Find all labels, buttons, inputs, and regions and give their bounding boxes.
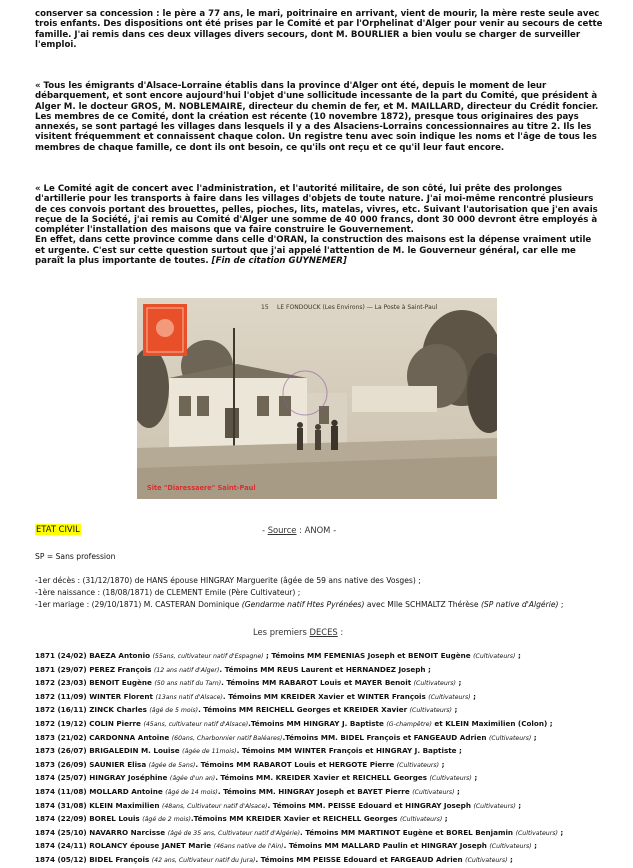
deces-14-a: 1874 (24/11) ROLANCY épouse JANET Marie: [35, 841, 214, 851]
deces-12-b: .Témoins MM KREIDER Xavier et REICHELL Georges: [190, 814, 400, 824]
deces-10-j: (Cultivateurs): [412, 788, 455, 796]
deces-15-a: 1874 (05/12) BIDEL François: [35, 854, 152, 864]
deces-4-i: (âgé de 5 mois): [149, 707, 199, 715]
deces-11-j: (Cultivateurs): [473, 802, 516, 810]
deces-13-a: 1874 (25/10) NAVARRO Narcisse: [35, 827, 168, 837]
list-item: [35, 664, 625, 678]
deces-4-a: 1872 (16/11) ZINCK Charles: [35, 705, 150, 715]
deces-13-j: (Cultivateurs): [515, 829, 558, 837]
deces-3-j: (Cultivateurs): [428, 693, 471, 701]
deces-1-b: . Témoins MM REUS Laurent et HERNANDEZ Joseph ;: [219, 664, 431, 674]
list-item: [35, 786, 625, 800]
list-item: [35, 704, 625, 718]
list-item: [35, 827, 625, 841]
deces-2-b: . Témoins MM RABAROT Louis et MAYER Benoit: [221, 678, 414, 688]
deces-13-c: ;: [557, 827, 564, 837]
deces-15-c: ;: [507, 854, 513, 864]
postcard-credit: Site "Diaressaere" Saint-Paul: [147, 484, 256, 492]
list-item: [35, 813, 625, 827]
premiers-prefix: Les premiers: [253, 627, 310, 637]
deces-8-c: ;: [439, 759, 445, 769]
first-mariage-part-d: (SP native d'Algérie): [480, 600, 559, 609]
postcard-caption: LE FONDOUCK (Les Environs) — La Poste à Saint-Paul: [277, 304, 438, 311]
deces-10-c: ;: [454, 786, 460, 796]
etat-civil-heading: ETAT CIVIL: [36, 524, 80, 534]
deces-3-i: (13ans natif d'Alsace): [155, 693, 223, 701]
deces-9-b: . Témoins MM. KREIDER Xavier et REICHELL Georges: [215, 773, 430, 783]
deces-2-a: 1872 (23/03) BENOIT Eugène: [35, 678, 155, 688]
deces-2-c: ;: [455, 678, 462, 688]
deces-4-j: (Cultivateurs): [409, 707, 452, 715]
deces-10-a: 1874 (11/08) MOLLARD Antoine: [35, 786, 166, 796]
paragraph-emigrants: « Tous les émigrants d'Alsace-Lorraine établis dans la province d'Alger ont été, depuis le moment de leur débarquement, et sont encore aujourd'hui l'objet d'une sollicitude incessante de la part du Comité, que président à Alger M. le docteur GROS, M. NOBLEMAIRE, directeur du chemin de fer, et M. MAILLARD, directeur du Crédit foncier. Les membres de ce Comité, dont la création est récente (10 novembre 1872), presque tous originaires des pays annexés, se sont partagé les villages dans lesquels il y a des Alsaciens-Lorrains concessionnaires au titre 2. Ils les visitent fréquemment et connaissent chaque colon. Un registre tenu avec soin indique les noms et l'âge de tous les membres de chaque famille, ce dont ils ont besoin, ce qu'ils ont reçu et ce qu'il leur faut encore.: [35, 81, 599, 153]
first-mariage-part-a: -1er mariage : (29/10/1871) M. CASTERAN Dominique: [35, 600, 242, 609]
deces-5-c: et KLEIN Maximilien (Colon) ;: [431, 718, 553, 728]
list-item: [35, 691, 625, 705]
deces-3-c: ;: [470, 691, 476, 701]
deces-12-c: ;: [442, 814, 448, 824]
deces-4-c: ;: [451, 705, 458, 715]
first-mariage-part-c: avec Mlle SCHMALTZ Thérèse: [364, 600, 481, 609]
deces-7-i: (âgée de 11mois): [182, 748, 237, 756]
first-deces: -1er décès : (31/12/1870) de HANS épouse HINGRAY Marguerite (âgée de 59 ans native des Vosges) ;: [35, 576, 421, 585]
deces-1-a: 1871 (29/07) PEREZ François: [35, 664, 154, 674]
deces-12-i: (âgé de 2 mois): [142, 816, 191, 824]
deces-7-b: . Témoins MM WINTER François et HINGRAY J. Baptiste ;: [236, 746, 462, 756]
deces-10-b: . Témoins MM. HINGRAY Joseph et BAYET Pierre: [217, 786, 413, 796]
list-item: [35, 650, 625, 664]
deces-8-i: (âgée de 5ans): [148, 761, 196, 769]
deces-list: [35, 650, 625, 868]
list-item: [35, 800, 625, 814]
deces-9-j: (Cultivateurs): [429, 775, 472, 783]
deces-9-i: (âgée d'un an): [169, 775, 216, 783]
deces-2-i: (50 ans natif du Tarn): [154, 680, 222, 688]
source-line: [262, 525, 336, 535]
deces-3-b: . Témoins MM KREIDER Xavier et WINTER François: [222, 691, 429, 701]
deces-14-c: ;: [531, 841, 538, 851]
postcard-number: 15: [261, 304, 269, 311]
list-item: [35, 745, 625, 759]
deces-8-a: 1873 (26/09) SAUNIER Elisa: [35, 759, 149, 769]
source-link[interactable]: Source: [267, 525, 297, 535]
deces-11-c: ;: [515, 800, 522, 810]
deces-6-i: (60ans, Charbonnier natif Baléares): [171, 734, 283, 742]
deces-0-a: 1871 (24/02) BAEZA Antonio: [35, 651, 153, 660]
paragraph-effet-text: En effet, dans cette province comme dans celle d'ORAN, la construction des maisons est la dépense vraiment utile et urgente. C'est sur cette question surtout que j'ai appelé l'attention de M. le Gouverneur général, car elle me paraît la plus importante de toutes.: [35, 235, 592, 267]
list-item: [35, 677, 625, 691]
source-prefix: -: [262, 525, 268, 535]
source-value: : ANOM -: [296, 525, 337, 535]
deces-6-b: .Témoins MM. BIDEL François et FANGEAUD Adrien: [282, 732, 489, 742]
paragraph-comite: [35, 184, 603, 266]
deces-6-a: 1873 (21/02) CARDONNA Antoine: [35, 732, 172, 742]
deces-15-b: . Témoins MM PEISSE Edouard et FARGEAUD Adrien: [255, 854, 466, 864]
deces-5-j: (G-champêtre): [386, 720, 432, 728]
citation-end: [Fin de citation GUYNEMER]: [211, 256, 347, 267]
deces-5-i: (45ans, cultivateur natif d'Alsace): [143, 720, 249, 728]
deces-8-b: . Témoins MM RABAROT Louis et HERGOTE Pierre: [195, 759, 397, 769]
deces-5-a: 1872 (19/12) COLIN Pierre: [35, 718, 144, 728]
premiers-deces-heading: [253, 627, 343, 637]
paragraph-concession: conserver sa concession : le père a 77 ans, le mari, poitrinaire en arrivant, vient de mourir, la mère reste seule avec trois enfants. Des dispositions ont été prises par le Comité et par l'Orphelinat d'Alger pour venir au secours de cette famille. J'ai remis dans ces deux villages divers secours, dont M. BOURLIER a bien voulu se charger de surveiller l'emploi.: [35, 9, 603, 50]
deces-0-i: (55ans, cultivateur natif d'Espagne): [152, 653, 264, 660]
list-item: [35, 854, 625, 868]
deces-12-j: (Cultivateurs): [399, 816, 443, 824]
sp-definition: SP = Sans profession: [35, 552, 116, 561]
first-mariage-part-e: ;: [558, 600, 564, 609]
first-events: [35, 576, 563, 612]
deces-11-b: . Témoins MM. PEISSE Edouard et HINGRAY Joseph: [267, 800, 474, 810]
deces-13-i: (âgé de 35 ans, Cultivateur natif d'Algérie): [167, 829, 301, 837]
list-item: [35, 718, 625, 732]
premiers-label: DECES: [309, 627, 338, 637]
deces-10-i: (âgé de 14 mois): [165, 788, 218, 796]
deces-5-b: .Témoins MM HINGRAY J. Baptiste: [248, 718, 387, 728]
deces-7-a: 1873 (26/07) BRIGALEDIN M. Louise: [35, 746, 183, 756]
list-item: [35, 732, 625, 746]
deces-6-j: (Cultivateurs): [488, 734, 532, 742]
deces-15-i: (42 ans, Cultivateur natif du Jura): [151, 856, 256, 864]
deces-2-j: (Cultivateurs): [413, 680, 456, 688]
deces-0-j: (Cultivateurs): [473, 653, 516, 660]
deces-0-b: ; Témoins MM FEMENIAS Joseph et BENOIT Eugène: [263, 651, 474, 660]
first-naissance: -1ère naissance : (18/08/1871) de CLEMENT Emile (Père Cultivateur) ;: [35, 588, 301, 597]
premiers-suffix: :: [337, 627, 344, 637]
deces-14-j: (Cultivateurs): [489, 843, 532, 851]
deces-15-j: (Cultivateurs): [465, 856, 508, 864]
postcard-illustration: [137, 298, 497, 499]
list-item: [35, 772, 625, 786]
postcard-photo: [137, 298, 497, 499]
paragraph-comite-text: « Le Comité agit de concert avec l'administration, et l'autorité militaire, de son côté, lui prête des prolonges d'artillerie pour les transports à faire dans les villages d'objets de toute nature. J'ai moi-même rencontré plusieurs de ces convois portant des brouettes, pelles, pioches, lits, matelas, vivres, etc. Suivant l'autorisation que j'en avais reçue de la Société, j'ai remis au Comité d'Alger une somme de 40 000 francs, dont 30 000 devront être employés à compléter l'installation des maisons que va faire construire le Gouvernement.: [35, 184, 598, 236]
first-mariage: [35, 600, 563, 612]
deces-0-c: ;: [515, 651, 521, 660]
deces-4-b: . Témoins MM REICHELL Georges et KREIDER Xavier: [198, 705, 410, 715]
first-mariage-part-b: (Gendarme natif Htes Pyrénées): [241, 600, 365, 609]
deces-3-a: 1872 (11/09) WINTER Florent: [35, 691, 156, 701]
deces-11-i: (48ans, Cultivateur natif d'Alsace): [161, 802, 268, 810]
deces-9-c: ;: [471, 773, 478, 783]
deces-14-i: (46ans native de l'Ain): [213, 843, 284, 851]
deces-6-c: ;: [531, 732, 537, 742]
list-item: [35, 759, 625, 773]
deces-13-b: . Témoins MM MARTINOT Eugène et BOREL Benjamin: [300, 827, 516, 837]
deces-9-a: 1874 (25/07) HINGRAY Joséphine: [35, 773, 170, 783]
deces-14-b: . Témoins MM MALLARD Paulin et HINGRAY Joseph: [283, 841, 490, 851]
deces-8-j: (Cultivateurs): [396, 761, 440, 769]
deces-11-a: 1874 (31/08) KLEIN Maximilien: [35, 800, 162, 810]
deces-12-a: 1874 (22/09) BOREL Louis: [35, 814, 143, 824]
deces-1-i: (12 ans natif d'Alger): [153, 666, 220, 674]
